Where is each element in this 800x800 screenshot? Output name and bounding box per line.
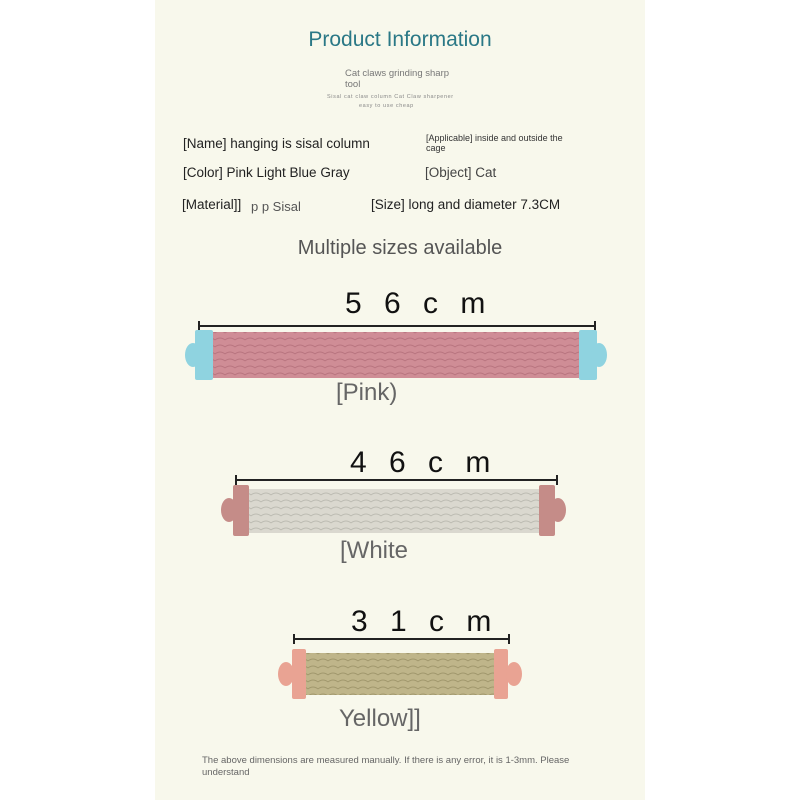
spec-color: [Color] Pink Light Blue Gray bbox=[183, 165, 350, 180]
color-label-white: [White bbox=[340, 537, 409, 564]
sizes-heading: Multiple sizes available bbox=[297, 237, 503, 259]
dimension-label-56cm: 5 6 c m bbox=[345, 287, 493, 320]
measurement-note: The above dimensions are measured manually. If there is any error, it is 1-3mm. Please understand bbox=[202, 755, 570, 778]
spec-material-value: p p Sisal bbox=[251, 199, 301, 214]
subtitle-line-3: easy to use cheap bbox=[359, 103, 414, 109]
dimension-label-31cm: 3 1 c m bbox=[351, 605, 499, 638]
spec-material: [Material]] bbox=[182, 197, 242, 212]
spec-applicable: [Applicable] inside and outside the cage bbox=[426, 133, 563, 153]
dimension-line-46cm bbox=[235, 479, 558, 481]
page-title: Product Information bbox=[308, 28, 492, 51]
sisal-column-yellow-image bbox=[278, 649, 524, 699]
spec-object: [Object] Cat bbox=[425, 165, 497, 180]
dimension-label-46cm: 4 6 c m bbox=[350, 446, 498, 479]
color-label-yellow: Yellow]] bbox=[339, 705, 421, 732]
product-info-sheet bbox=[155, 0, 645, 800]
color-label-pink: [Pink) bbox=[336, 379, 398, 406]
dimension-line-31cm bbox=[293, 638, 510, 640]
sisal-column-pink-image bbox=[185, 328, 610, 384]
spec-size: [Size] long and diameter 7.3CM bbox=[371, 197, 561, 212]
subtitle-line-2: Sisal cat claw column Cat Claw sharpener bbox=[327, 94, 454, 100]
sisal-column-white-image bbox=[221, 483, 569, 539]
spec-name: [Name] hanging is sisal column bbox=[183, 136, 370, 151]
subtitle-line-1: Cat claws grinding sharp tool bbox=[345, 68, 450, 90]
dimension-line-56cm bbox=[198, 325, 596, 327]
